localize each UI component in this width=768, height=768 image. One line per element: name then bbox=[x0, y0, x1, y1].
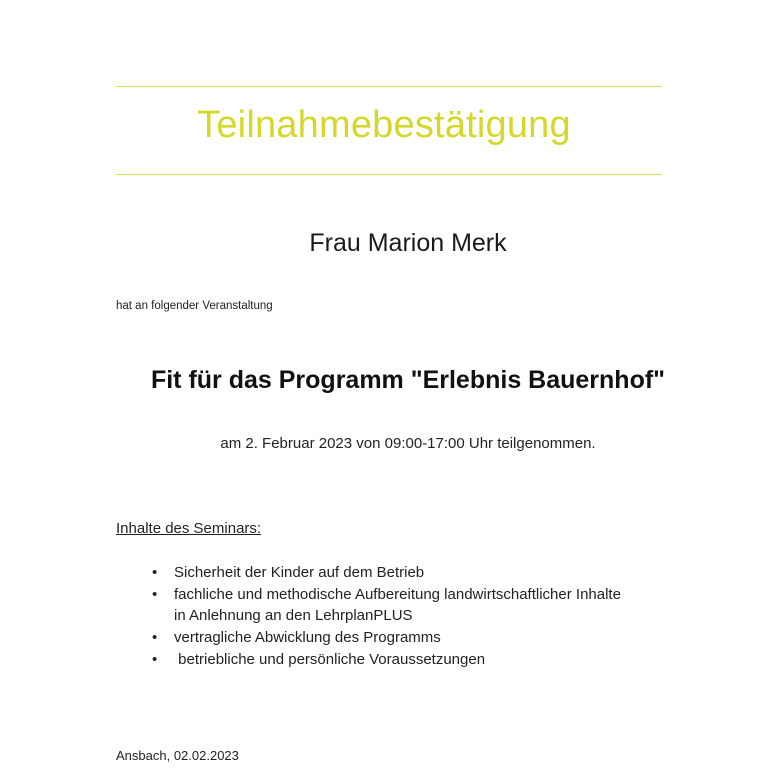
top-divider bbox=[116, 86, 662, 87]
list-item-text: vertragliche Abwicklung des Programms bbox=[174, 629, 441, 646]
list-item-text: fachliche und methodische Aufbereitung landwirtschaftlicher Inhalte bbox=[174, 586, 621, 603]
bullet-icon: • bbox=[152, 564, 158, 581]
contents-list bbox=[150, 562, 670, 671]
intro-text: hat an folgender Veranstaltung bbox=[116, 300, 273, 312]
list-item bbox=[150, 649, 670, 670]
bullet-icon: • bbox=[152, 629, 158, 646]
document-title: Teilnahmebestätigung bbox=[197, 104, 571, 146]
list-item bbox=[150, 562, 670, 583]
event-title: Fit für das Programm "Erlebnis Bauernhof" bbox=[150, 366, 666, 394]
place-and-date: Ansbach, 02.02.2023 bbox=[116, 748, 239, 763]
recipient-name: Frau Marion Merk bbox=[309, 229, 507, 257]
list-item bbox=[150, 584, 670, 626]
bullet-icon: • bbox=[152, 651, 158, 668]
event-date: am 2. Februar 2023 von 09:00-17:00 Uhr teilgenommen. bbox=[220, 435, 596, 452]
list-item-text: betriebliche und persönliche Voraussetzungen bbox=[174, 651, 486, 668]
contents-heading: Inhalte des Seminars: bbox=[116, 520, 262, 537]
bullet-icon: • bbox=[152, 586, 158, 603]
list-item-text: Sicherheit der Kinder auf dem Betrieb bbox=[174, 564, 425, 581]
list-item-text-continued: in Anlehnung an den LehrplanPLUS bbox=[174, 607, 413, 624]
bottom-divider bbox=[116, 174, 662, 175]
list-item bbox=[150, 627, 670, 648]
